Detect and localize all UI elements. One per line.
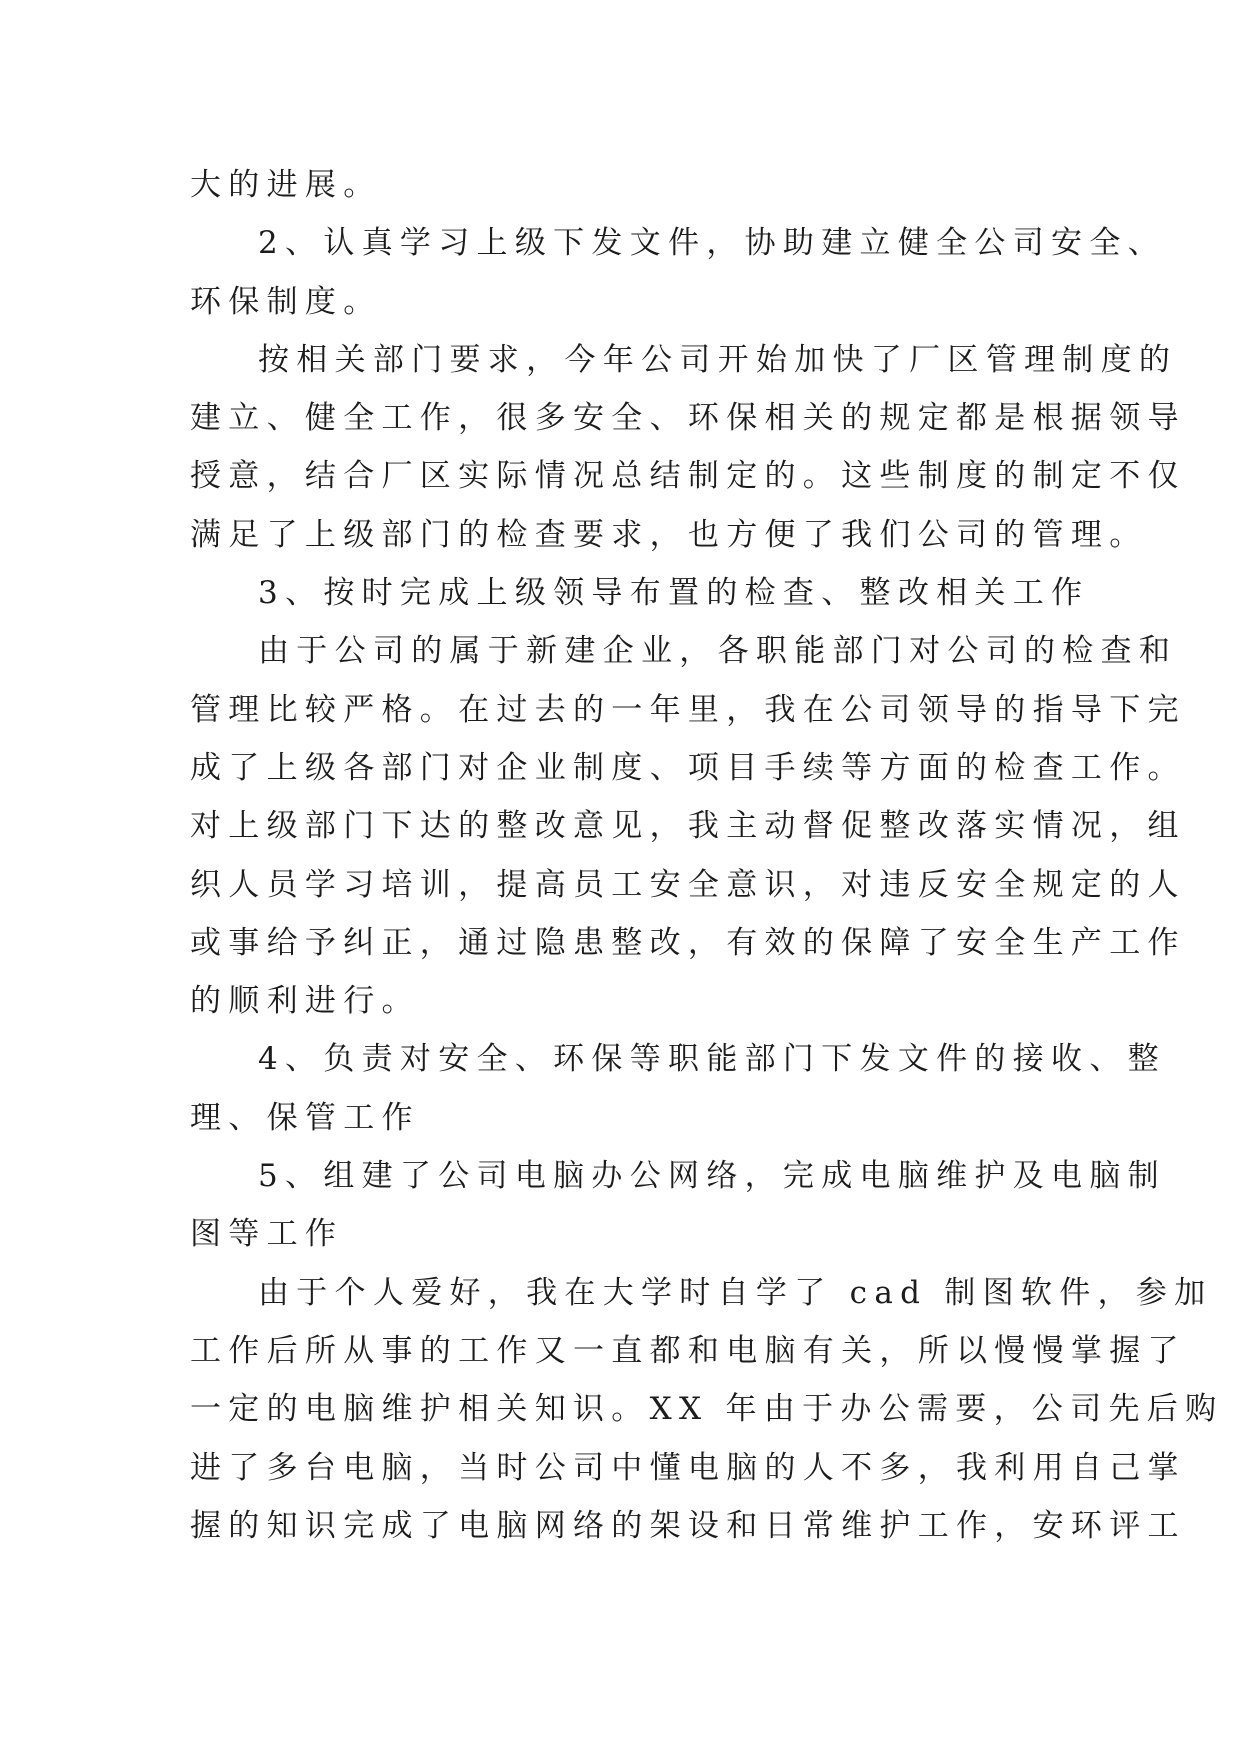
text-line: 环保制度。: [190, 283, 382, 320]
text-line: 成了上级各部门对企业制度、项目手续等方面的检查工作。: [190, 749, 1186, 786]
text-line: 5、组建了公司电脑办公网络，完成电脑维护及电脑制: [258, 1158, 1166, 1195]
text-line: 理、保管工作: [190, 1099, 420, 1136]
text-line: 大的进展。: [190, 167, 382, 203]
text-line: 按相关部门要求，今年公司开始加快了厂区管理制度的: [258, 341, 1178, 378]
text-line: 的顺利进行。: [190, 983, 420, 1020]
document-body: [190, 156, 1224, 1555]
text-line: 管理比较严格。在过去的一年里，我在公司领导的指导下完: [190, 691, 1186, 728]
text-line: 由于个人爱好，我在大学时自学了 cad 制图软件，参加: [258, 1274, 1213, 1311]
text-line: 满足了上级部门的检查要求，也方便了我们公司的管理。: [190, 516, 1148, 553]
text-line: 一定的电脑维护相关知识。XX 年由于办公需要，公司先后购: [190, 1391, 1224, 1428]
text-line: 进了多台电脑，当时公司中懂电脑的人不多，我利用自己掌: [190, 1449, 1186, 1486]
text-line: 由于公司的属于新建企业，各职能部门对公司的检查和: [258, 633, 1178, 670]
text-line: 图等工作: [190, 1216, 344, 1253]
text-line: 或事给予纠正，通过隐患整改，有效的保障了安全生产工作: [190, 924, 1186, 961]
text-line: 工作后所从事的工作又一直都和电脑有关，所以慢慢掌握了: [190, 1332, 1186, 1369]
text-line: 2、认真学习上级下发文件，协助建立健全公司安全、: [258, 225, 1166, 262]
text-line: 对上级部门下达的整改意见，我主动督促整改落实情况，组: [190, 808, 1186, 845]
text-line: 3、按时完成上级领导布置的检查、整改相关工作: [258, 575, 1090, 612]
text-line: 织人员学习培训，提高员工安全意识，对违反安全规定的人: [190, 866, 1186, 903]
text-line: 授意，结合厂区实际情况总结制定的。这些制度的制定不仅: [190, 458, 1186, 495]
text-line: 4、负责对安全、环保等职能部门下发文件的接收、整: [258, 1041, 1166, 1078]
text-line: 建立、健全工作，很多安全、环保相关的规定都是根据领导: [190, 400, 1186, 437]
text-line: 握的知识完成了电脑网络的架设和日常维护工作，安环评工: [190, 1507, 1186, 1544]
